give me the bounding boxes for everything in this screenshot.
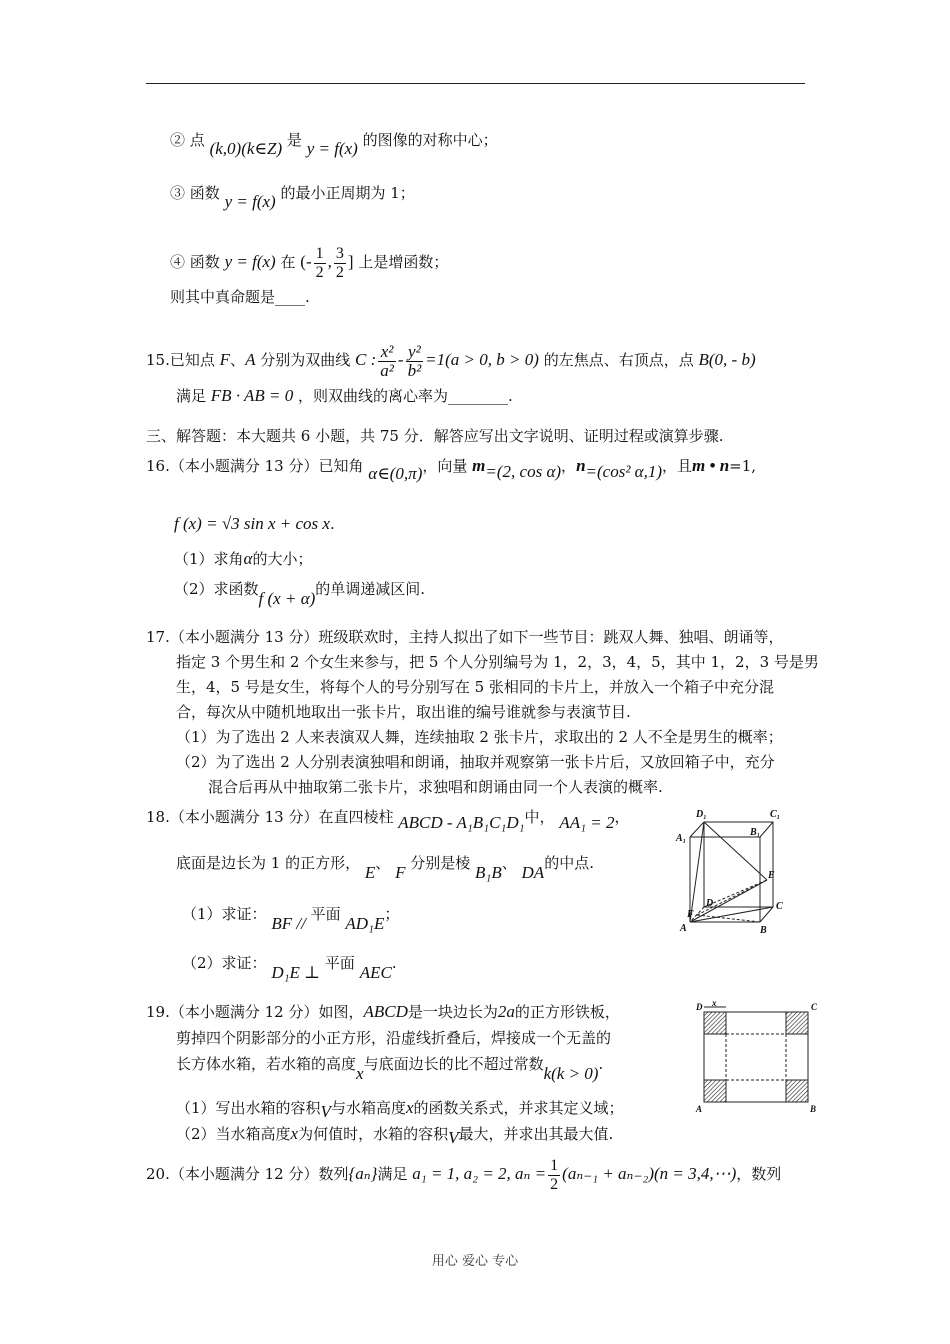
label: B	[810, 1104, 817, 1114]
text: 的图像的对称中心；	[362, 131, 498, 149]
q14-item-2	[170, 130, 498, 158]
math: =(cos² α,1)	[585, 462, 663, 481]
math: x	[405, 1098, 414, 1117]
label: D	[696, 1002, 703, 1012]
label: A	[696, 1104, 703, 1114]
label: A	[680, 923, 687, 934]
math: A	[245, 350, 256, 369]
text: 在	[280, 253, 296, 271]
math: FB · AB = 0	[210, 386, 294, 405]
math: AA₁ = 2	[559, 813, 615, 832]
q17-line: 生，4，5 号是女生，将每个人的号分别写在 5 张相同的卡片上，并放入一个箱子中充分混	[176, 678, 774, 696]
math: =(2, cos α)	[485, 462, 562, 481]
fraction: $\frac{\text{x²}}{\text{a²}}$	[380, 341, 394, 380]
math: 2a	[497, 1002, 515, 1021]
header-rule	[146, 83, 805, 84]
math: a₁ = 1, a₂ = 2, aₙ =	[412, 1164, 547, 1183]
label: B₁	[750, 827, 761, 838]
prism-figure	[672, 805, 802, 940]
text: 点	[189, 131, 205, 149]
fraction: $\frac{\text{y²}}{\text{b²}}$	[407, 341, 422, 380]
math: n	[576, 456, 586, 475]
q17-line: 17.（本小题满分 13 分）班级联欢时，主持人拟出了如下一些节目：跳双人舞、独唱、朗诵等，	[146, 628, 784, 646]
q18-line-1: 18.（本小题满分 13 分）在直四棱柱 ABCD - A₁B₁C₁D₁中， AA₁ = 2，	[146, 808, 630, 832]
math: DA	[521, 863, 545, 882]
math: =1(a > 0, b > 0)	[425, 350, 539, 369]
math: F	[219, 350, 231, 369]
page-footer: 用心 爱心 专心	[431, 1254, 519, 1269]
math: B(0, - b)	[698, 350, 756, 369]
q16-line-1: 16.（本小题满分 13 分）已知角 α∈(0,π)，向量 m=(2, cos α)，n=(cos² α,1)，且m • n=1,	[146, 456, 757, 483]
q17-line: 指定 3 个男生和 2 个女生来参与，把 5 个人分别编号为 1，2，3，4，5，其中 1，2，3 号是男	[176, 653, 819, 671]
math: m	[472, 456, 486, 475]
math: AEC	[359, 963, 392, 982]
label: C₁	[770, 809, 781, 820]
math: AD₁E	[345, 914, 385, 933]
q19-line-1: 19.（本小题满分 12 分）如图，ABCD是一块边长为2a的正方形铁板，	[146, 1002, 620, 1021]
q17-line: 混合后再从中抽取第二张卡片，求独唱和朗诵由同一个人表演的概率.	[208, 778, 663, 796]
label: C	[811, 1002, 818, 1012]
q14-item-4: ④ 函数 y = f(x) 在 (- $\frac{1}{2}$ , $\frac{3}{2}$ ] 上是增函数；	[170, 244, 449, 281]
math: y = f(x)	[306, 139, 358, 158]
math: y = f(x)	[224, 252, 276, 271]
math: C :	[355, 350, 377, 369]
q17-line: （2）为了选出 2 人分别表演独唱和朗诵，抽取并观察第一张卡片后，又放回箱子中，充分	[176, 753, 775, 771]
text: 上是增函数；	[358, 253, 449, 271]
math: (-	[300, 252, 312, 271]
q19-line-2: 剪掉四个阴影部分的小正方形，沿虚线折叠后，焊接成一个无盖的	[176, 1029, 612, 1047]
q14-conclusion: 则其中真命题是____.	[170, 288, 310, 306]
text: 函数	[189, 184, 220, 202]
math: α	[243, 549, 253, 568]
math: {aₙ}	[348, 1164, 378, 1183]
text: 函数	[189, 253, 220, 271]
fraction: $\frac{3}{2}$	[335, 244, 344, 281]
text: 的最小正周期为 1；	[280, 184, 415, 202]
item-mark: ②	[170, 131, 186, 149]
math: f (x) = √3 sin x + cos x	[174, 514, 330, 533]
label: E	[768, 870, 775, 881]
label: D	[706, 898, 714, 909]
q17-line: （1）为了选出 2 人来表演双人舞，连续抽取 2 张卡片，求取出的 2 人不全是男生的概率；	[176, 728, 783, 746]
q16-function: f (x) = √3 sin x + cos x.	[174, 514, 335, 533]
math: m • n	[692, 456, 730, 475]
label: B	[760, 925, 767, 936]
math: x	[290, 1124, 299, 1143]
q19-line-3: 长方体水箱，若水箱的高度x与底面边长的比不超过常数k(k > 0).	[176, 1055, 604, 1083]
q16-part-2: （2）求函数f (x + α)的单调递减区间.	[174, 580, 426, 608]
item-mark: ④	[170, 253, 186, 271]
section-3-heading: 三、解答题：本大题共 6 小题，共 75 分．解答应写出文字说明、证明过程或演算步骤.	[146, 427, 724, 445]
math: y = f(x)	[224, 192, 276, 211]
math: (aₙ₋₁ + aₙ₋₂)(n = 3,4,⋯)	[562, 1164, 737, 1183]
sheet-figure	[694, 1000, 820, 1116]
label: x	[712, 1000, 717, 1008]
math: D₁E ⊥	[271, 963, 321, 982]
text: 是	[286, 131, 302, 149]
math: ABCD	[363, 1002, 408, 1021]
math: BF //	[271, 914, 306, 933]
q17-line: 合，每次从中随机地取出一张卡片，取出谁的编号谁就参与表演节目.	[176, 703, 631, 721]
math: f (x + α)	[258, 589, 316, 608]
corner-square	[786, 1012, 808, 1034]
math: ABCD - A₁B₁C₁D₁	[398, 813, 525, 832]
q19-part-1: （1）写出水箱的容积V与水箱高度x的函数关系式，并求其定义域；	[176, 1098, 624, 1121]
math: (k,0)(k∈Z)	[209, 139, 283, 158]
math: E	[364, 863, 376, 882]
math: V	[320, 1102, 331, 1121]
math: V	[448, 1128, 459, 1147]
label: C	[776, 901, 783, 912]
q14-item-3	[170, 183, 415, 211]
q19-part-2: （2）当水箱高度x为何值时，水箱的容积V最大，并求出其最大值.	[176, 1124, 614, 1147]
q15-line-1: 15.已知点 F、A 分别为双曲线 C : $\frac{\text{x²}}{\text{a²}}$ - $\frac{\text{y²}}{\text{b²}}$ =1(a > 0, b > 0) 的左焦点、右顶点，点 B(0, - b)	[146, 341, 756, 380]
corner-square	[704, 1080, 726, 1102]
label: F	[687, 909, 694, 920]
q18-part-2: （2）求证： D₁E ⊥ 平面 AEC.	[182, 954, 397, 982]
q15-line-2: 满足 FB · AB = 0 ，则双曲线的离心率为________.	[176, 386, 513, 405]
q20-line-1: 20.（本小题满分 12 分）数列{aₙ}满足 a₁ = 1, a₂ = 2, aₙ = $\frac{1}{2}$ (aₙ₋₁ + aₙ₋₂)(n = 3,4,⋯)，数列	[146, 1156, 782, 1193]
corner-square	[704, 1012, 726, 1034]
math: ]	[347, 252, 354, 271]
item-mark: ③	[170, 184, 186, 202]
q18-part-1: （1）求证： BF // 平面 AD₁E；	[182, 905, 400, 933]
math: x	[356, 1064, 364, 1083]
math: B₁B	[475, 863, 502, 882]
math: k(k > 0)	[543, 1064, 599, 1083]
label: A₁	[676, 833, 687, 844]
label: D₁	[696, 809, 707, 820]
math: F	[395, 863, 406, 882]
q16-part-1: （1）求角α的大小；	[174, 549, 313, 568]
q18-line-2: 底面是边长为 1 的正方形， E、 F 分别是棱 B₁B、 DA的中点.	[176, 854, 594, 882]
math: α∈(0,π)	[368, 464, 423, 483]
corner-square	[786, 1080, 808, 1102]
fraction: $\frac{1}{2}$	[550, 1156, 559, 1193]
fraction: $\frac{1}{2}$	[315, 244, 324, 281]
